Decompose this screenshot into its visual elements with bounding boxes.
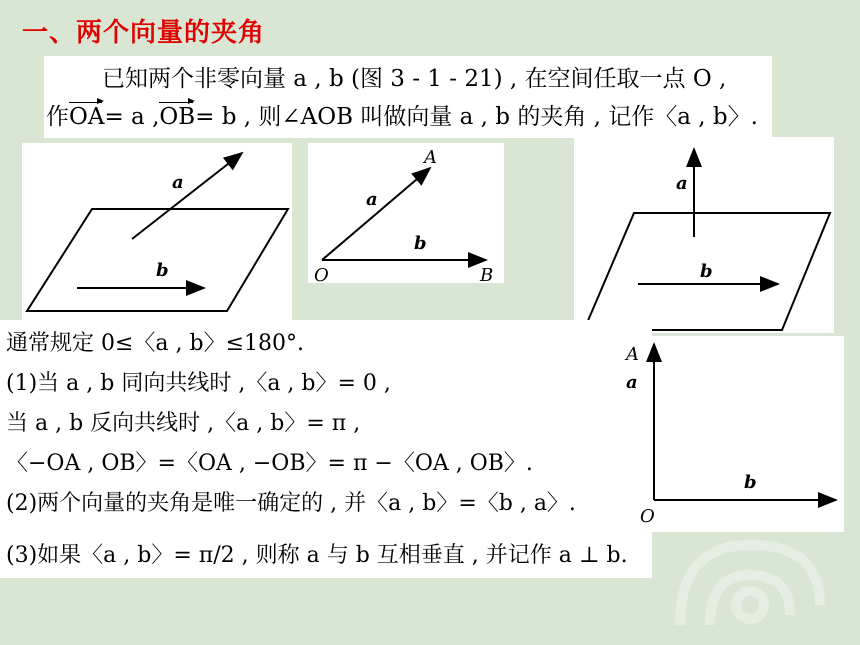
label-B: B bbox=[480, 265, 494, 283]
label-O: O bbox=[640, 506, 655, 527]
label-b: b bbox=[744, 472, 757, 493]
definition-panel bbox=[44, 56, 772, 138]
rule-1b: 当 a , b 反向共线时 ,〈a , b〉= π , bbox=[6, 411, 361, 436]
rule-1c: 〈−OA , OB〉=〈OA , −OB〉= π −〈OA , OB〉. bbox=[6, 451, 533, 476]
figure-normal-vector bbox=[574, 137, 834, 333]
label-a: a bbox=[626, 372, 638, 393]
label-a: a bbox=[676, 173, 688, 194]
label-a: a bbox=[172, 172, 184, 193]
vector-a-arrow bbox=[132, 153, 242, 239]
label-A: A bbox=[424, 147, 437, 168]
vector-ob: OB bbox=[159, 104, 196, 130]
section-title: 一、两个向量的夹角 bbox=[22, 18, 266, 48]
rule-2: (2)两个向量的夹角是唯一确定的 , 并〈a , b〉=〈b , a〉. bbox=[6, 491, 576, 516]
vector-oa: OA bbox=[69, 104, 105, 130]
rule-1: (1)当 a , b 同向共线时 ,〈a , b〉= 0 , bbox=[6, 371, 391, 396]
label-b: b bbox=[700, 261, 713, 282]
definition-prefix: 作 bbox=[46, 104, 69, 130]
definition-line-2 bbox=[46, 98, 758, 131]
rule-3: (3)如果〈a , b〉= π/2 , 则称 a 与 b 互相垂直 , 并记作 a ⊥ b. bbox=[6, 543, 628, 568]
figure-skew-vectors bbox=[22, 143, 292, 321]
label-b: b bbox=[414, 233, 427, 254]
definition-eq-a: = a , bbox=[104, 104, 160, 130]
definition-line-1: 已知两个非零向量 a , b (图 3 - 1 - 21) , 在空间任取一点 O , bbox=[102, 66, 727, 92]
figure-perpendicular-vectors bbox=[612, 336, 844, 532]
label-O: O bbox=[314, 265, 329, 283]
label-b: b bbox=[156, 260, 169, 281]
label-A: A bbox=[626, 344, 639, 365]
figure-angle-aob bbox=[308, 143, 504, 283]
rule-range: 通常规定 0≤〈a , b〉≤180°. bbox=[6, 331, 305, 356]
definition-eq-b: = b , 则∠AOB 叫做向量 a , b 的夹角 , 记作〈a , b〉. bbox=[195, 104, 758, 130]
rules-panel bbox=[0, 320, 652, 578]
label-a: a bbox=[366, 189, 378, 210]
